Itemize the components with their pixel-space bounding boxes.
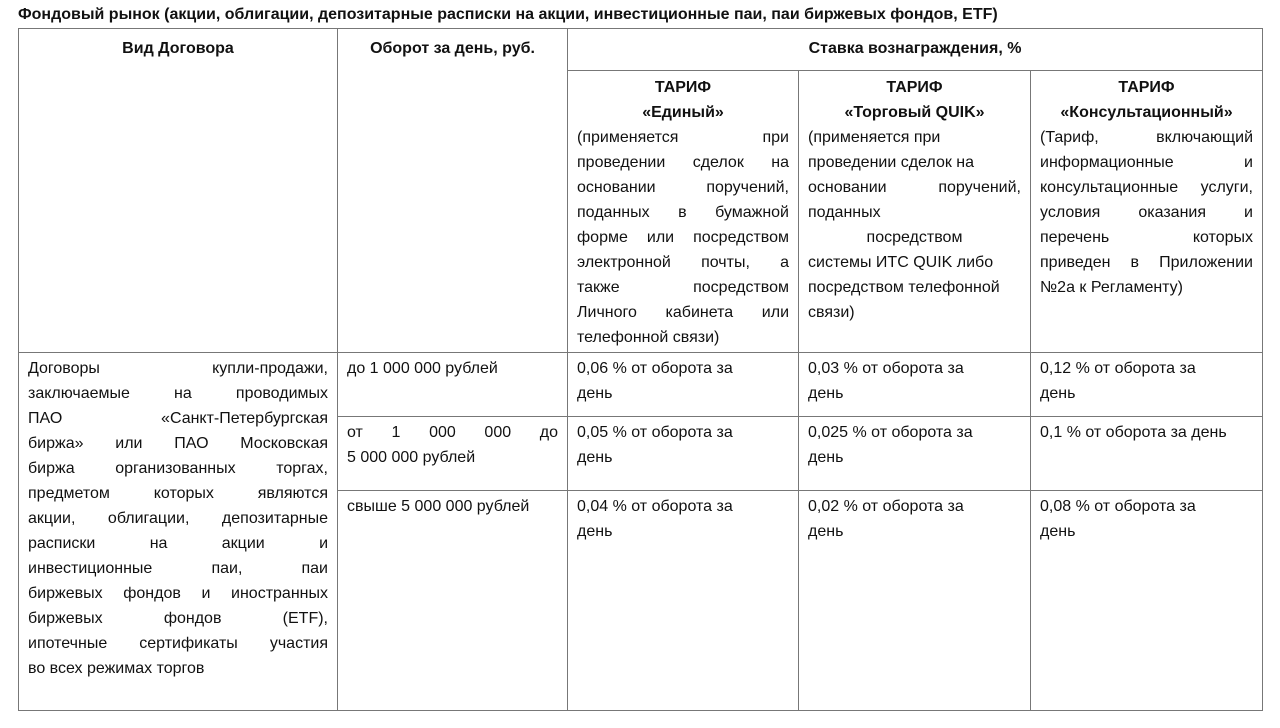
text-line: во всех режимах торгов xyxy=(28,660,205,677)
text-line: 0,06 % от оборота за xyxy=(577,360,733,377)
text-line: телефонной связи) xyxy=(577,329,720,346)
text-line: №2а к Регламенту) xyxy=(1040,279,1184,296)
rate-cell xyxy=(1031,353,1263,417)
rate-cell xyxy=(799,353,1031,417)
text-line: связи) xyxy=(808,304,855,321)
text-line: Договоры купли-продажи, xyxy=(28,360,328,377)
tariff-name: «Консультационный» xyxy=(1060,104,1233,121)
text-line: ипотечные сертификаты участия xyxy=(28,635,328,652)
text-line: приведен в Приложении xyxy=(1040,254,1253,271)
text-line: 0,04 % от оборота за xyxy=(577,498,733,515)
text-line: день xyxy=(1040,523,1076,540)
text-line: 0,025 % от оборота за xyxy=(808,424,973,441)
text-line: до 1 000 000 рублей xyxy=(347,360,498,377)
text-line: свыше 5 000 000 рублей xyxy=(347,498,530,515)
text-line: расписки на акции и xyxy=(28,535,328,552)
text-line: акции, облигации, депозитарные xyxy=(28,510,328,527)
text-line: условия оказания и xyxy=(1040,204,1253,221)
text-line: посредством телефонной xyxy=(808,279,1000,296)
text-line: информационные и xyxy=(1040,154,1253,171)
text-line: поданных xyxy=(808,204,881,221)
text-line: Личного кабинета или xyxy=(577,304,789,321)
rate-cell xyxy=(1031,491,1263,711)
text-line: перечень которых xyxy=(1040,229,1253,246)
text-line: день xyxy=(577,523,613,540)
text-line: биржевых фондов и иностранных xyxy=(28,585,328,602)
text-line: день xyxy=(808,449,844,466)
text-line: от 1 000 000 до xyxy=(347,424,558,441)
header-rate: Ставка вознаграждения, % xyxy=(568,29,1263,71)
text-line: (Тариф, включающий xyxy=(1040,129,1253,146)
text-line: проведении сделок на xyxy=(808,154,975,171)
text-line: 5 000 000 рублей xyxy=(347,449,476,466)
document-title: Фондовый рынок (акции, облигации, депозитарные расписки на акции, инвестиционные паи, паи биржевых фондов, ETF) xyxy=(18,6,998,23)
turnover-cell xyxy=(338,491,568,711)
rate-cell xyxy=(799,491,1031,711)
text-line: основании поручений, xyxy=(808,179,1021,196)
text-line: 0,12 % от оборота за xyxy=(1040,360,1196,377)
text-line: день xyxy=(808,385,844,402)
text-line: ПАО «Санкт-Петербургская xyxy=(28,410,328,427)
text-line: также посредством xyxy=(577,279,789,296)
text-line: день xyxy=(577,385,613,402)
text-line: (применяется при xyxy=(808,129,941,146)
text-line: заключаемые на проводимых xyxy=(28,385,328,402)
turnover-cell xyxy=(338,353,568,417)
tariff-label: ТАРИФ xyxy=(1118,79,1175,96)
text-line: биржа организованных торгах, xyxy=(28,460,328,477)
text-line: биржевых фондов (ETF), xyxy=(28,610,328,627)
tariff-table xyxy=(18,28,1263,711)
tariff-edinyi xyxy=(568,71,799,353)
text-line: форме или посредством xyxy=(577,229,789,246)
tariff-name: «Торговый QUIK» xyxy=(844,104,985,121)
text-line: посредством xyxy=(866,229,963,246)
text-line: проведении сделок на xyxy=(577,154,789,171)
rate-cell xyxy=(1031,417,1263,491)
text-line: 0,08 % от оборота за xyxy=(1040,498,1196,515)
text-line: инвестиционные паи, паи xyxy=(28,560,328,577)
tariff-name: «Единый» xyxy=(642,104,724,121)
text-line: (применяется при xyxy=(577,129,789,146)
header-contract-type: Вид Договора xyxy=(19,29,338,353)
text-line: 0,1 % от оборота за день xyxy=(1040,424,1227,441)
text-line: день xyxy=(577,449,613,466)
turnover-cell xyxy=(338,417,568,491)
rate-cell xyxy=(568,353,799,417)
tariff-label: ТАРИФ xyxy=(886,79,943,96)
rate-cell xyxy=(568,491,799,711)
text-line: 0,03 % от оборота за xyxy=(808,360,964,377)
text-line: 0,05 % от оборота за xyxy=(577,424,733,441)
text-line: электронной почты, а xyxy=(577,254,789,271)
text-line: 0,02 % от оборота за xyxy=(808,498,964,515)
text-line: предметом которых являются xyxy=(28,485,328,502)
text-line: день xyxy=(808,523,844,540)
rate-cell xyxy=(568,417,799,491)
tariff-label: ТАРИФ xyxy=(654,79,712,96)
text-line: системы ИТС QUIK либо xyxy=(808,254,994,271)
header-turnover: Оборот за день, руб. xyxy=(338,29,568,353)
text-line: консультационные услуги, xyxy=(1040,179,1253,196)
text-line: поданных в бумажной xyxy=(577,204,789,221)
tariff-trading-quik xyxy=(799,71,1031,353)
tariff-consulting xyxy=(1031,71,1263,353)
rate-cell xyxy=(799,417,1031,491)
text-line: основании поручений, xyxy=(577,179,789,196)
contract-description xyxy=(19,353,338,711)
text-line: биржа» или ПАО Московская xyxy=(28,435,328,452)
text-line: день xyxy=(1040,385,1076,402)
